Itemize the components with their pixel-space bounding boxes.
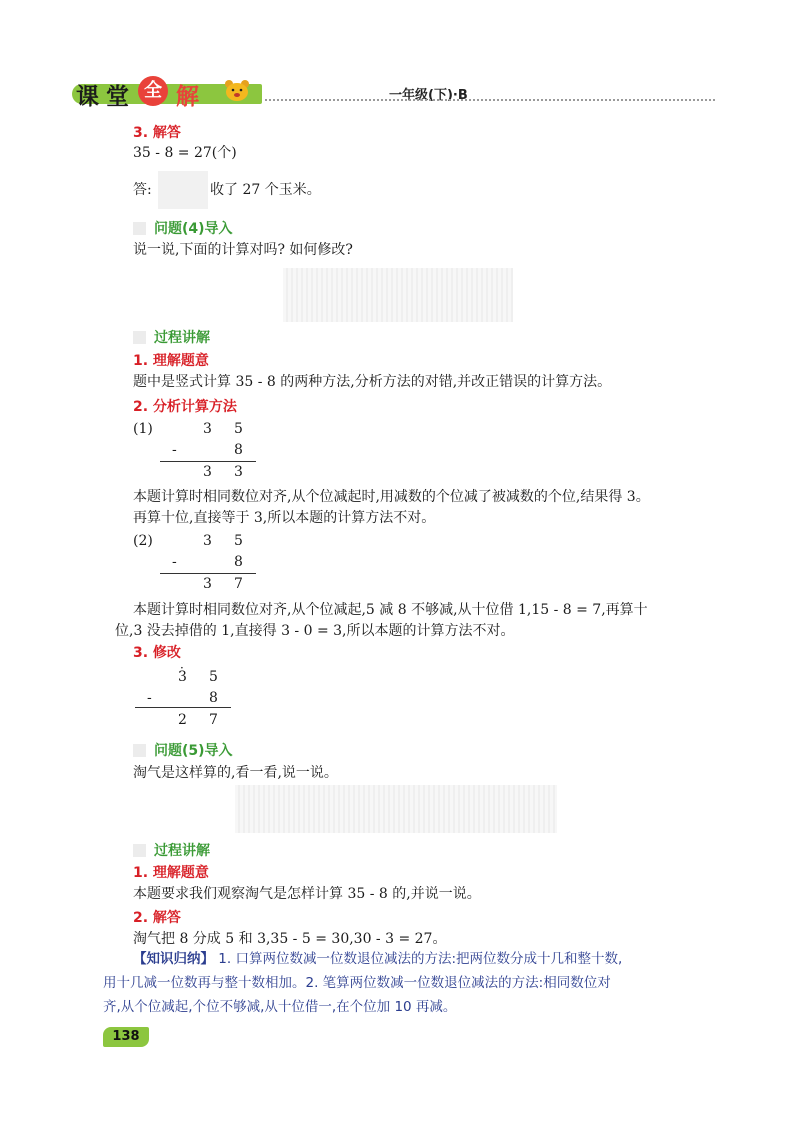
paragraph: 本题要求我们观察淘气是怎样计算 35 - 8 的,并说一说。 (133, 886, 481, 902)
process-icon (133, 844, 146, 857)
bear-mascot-icon (222, 78, 252, 102)
redacted-image (158, 171, 208, 209)
problem-image (283, 268, 513, 322)
digit: 7 (234, 576, 243, 592)
paragraph: 本题计算时相同数位对齐,从个位减起,5 减 8 不够减,从十位借 1,15 - 8 = 7,再算十 (133, 602, 648, 618)
digit: 8 (234, 442, 243, 458)
question-prompt: 说一说,下面的计算对吗? 如何修改? (133, 242, 353, 258)
process-heading: 过程讲解 (133, 327, 210, 347)
digit: 3 (203, 533, 212, 549)
digit: 3 (203, 464, 212, 480)
summary-line: 齐,从个位减起,个位不够减,从十位借一,在个位加 10 再减。 (103, 999, 457, 1015)
logo-char: 全 (138, 76, 168, 106)
question-prompt: 淘气是这样算的,看一看,说一说。 (133, 765, 338, 781)
method-label: (1) (133, 421, 153, 437)
digit: 3 (203, 576, 212, 592)
summary-line: 1. 口算两位数减一位数退位减法的方法:把两位数分成十几和整十数, (218, 951, 623, 967)
digit: · 3 (178, 667, 800, 687)
process-heading: 过程讲解 (133, 840, 210, 860)
equation: 35 - 8 = 27(个) (133, 145, 237, 161)
question-heading: 问题(4)导入 (133, 218, 233, 238)
logo-char: 堂 (106, 84, 129, 110)
answer-prefix: 答: (133, 182, 152, 198)
question-icon (133, 744, 146, 757)
digit: 3 (234, 464, 243, 480)
question-heading: 问题(5)导入 (133, 740, 233, 760)
paragraph: 再算十位,直接等于 3,所以本题的计算方法不对。 (133, 510, 436, 526)
paragraph: 本题计算时相同数位对齐,从个位减起时,用减数的个位减了被减数的个位,结果得 3。 (133, 489, 650, 505)
step-heading: 1. 理解题意 (133, 865, 209, 881)
digit: 7 (209, 712, 218, 728)
summary-line: 用十几减一位数再与整十数相加。2. 笔算两位数减一位数退位减法的方法:相同数位对 (103, 975, 611, 991)
digit: 5 (234, 421, 243, 437)
digit: 3 (203, 421, 212, 437)
paragraph: 题中是竖式计算 35 - 8 的两种方法,分析方法的对错,并改正错误的计算方法。 (133, 374, 612, 390)
step-heading: 2. 解答 (133, 910, 181, 926)
step-heading: 3. 修改 (133, 645, 181, 661)
grade-label: 一年级(下)·B (389, 88, 468, 103)
process-icon (133, 331, 146, 344)
digit: 5 (234, 533, 243, 549)
paragraph: 淘气把 8 分成 5 和 3,35 - 5 = 30,30 - 3 = 27。 (133, 931, 447, 947)
operator: - (172, 442, 177, 458)
logo-char: 解 (176, 84, 199, 110)
digit: 8 (209, 690, 218, 706)
step-heading: 2. 分析计算方法 (133, 399, 237, 415)
section-heading: 3. 解答 (133, 125, 181, 141)
header-divider (265, 99, 715, 101)
logo-char: 课 (76, 84, 99, 110)
calc-line (135, 707, 231, 708)
summary-tag: 【知识归纳】 (133, 951, 214, 967)
question-icon (133, 222, 146, 235)
operator: - (172, 554, 177, 570)
operator: - (147, 690, 152, 706)
page-number: 138 (103, 1027, 149, 1047)
paragraph: 位,3 没去掉借的 1,直接得 3 - 0 = 3,所以本题的计算方法不对。 (115, 623, 515, 639)
digit: 2 (178, 712, 187, 728)
knowledge-summary (103, 947, 713, 1019)
digit: 5 (209, 669, 218, 685)
step-heading: 1. 理解题意 (133, 353, 209, 369)
problem-image (235, 785, 557, 833)
logo (72, 76, 262, 108)
digit: 8 (234, 554, 243, 570)
answer-text: 收了 27 个玉米。 (210, 182, 321, 198)
method-label: (2) (133, 533, 153, 549)
